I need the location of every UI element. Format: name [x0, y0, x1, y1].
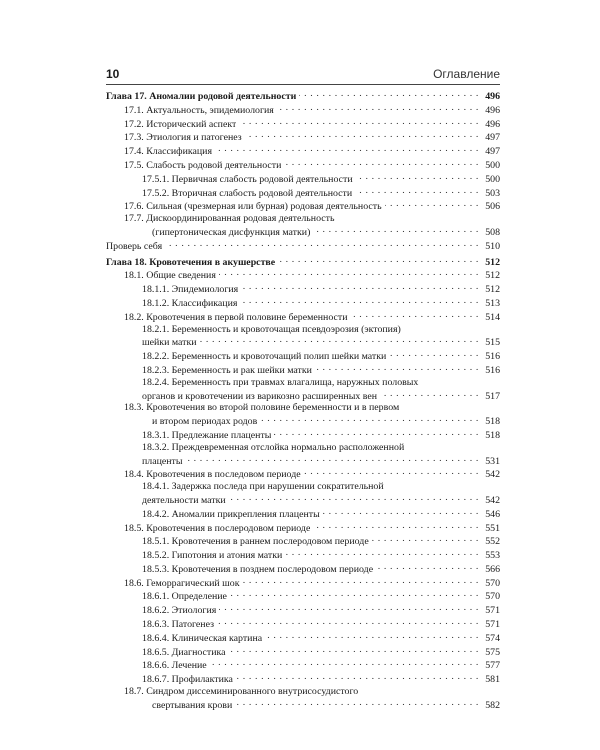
toc-entry-page: 542 — [485, 469, 500, 481]
toc-entry-page: 577 — [485, 660, 500, 672]
toc-entry-page: 581 — [485, 674, 500, 686]
toc-entry-title: 17.5.2. Вторичная слабость родовой деятельности — [142, 187, 353, 199]
dot-leader — [245, 130, 479, 140]
dot-leader — [278, 255, 479, 265]
toc-entry-page: 531 — [485, 455, 500, 467]
dot-leader — [229, 493, 479, 503]
toc-entry-title: деятельности матки — [142, 494, 226, 506]
toc-entry — [106, 631, 500, 645]
toc-entry-title: свертывания крови — [152, 699, 233, 711]
dot-leader — [235, 698, 479, 708]
dot-leader — [219, 268, 479, 278]
toc-entry — [106, 576, 500, 590]
toc-entry-title-line: 17.7. Дискоординированная родовая деятельность — [124, 213, 335, 225]
dot-leader — [285, 548, 479, 558]
toc-entry — [106, 481, 500, 507]
toc-entry — [106, 158, 500, 172]
toc-entry-title: 17.6. Сильная (чрезмерная или бурная) родовая деятельность — [124, 201, 382, 213]
toc-entry-title: 18.6.3. Патогенез — [142, 619, 214, 631]
toc-entry-page: 497 — [485, 146, 500, 158]
toc-entry-page: 574 — [485, 632, 500, 644]
page-header — [106, 67, 500, 83]
toc-entry — [106, 296, 500, 310]
toc-entry-page: 500 — [485, 173, 500, 185]
dot-leader — [240, 296, 479, 306]
dot-leader — [277, 103, 479, 113]
toc-entry — [106, 548, 500, 562]
toc-entry-page: 516 — [485, 364, 500, 376]
toc-entry-title: 18.5. Кровотечения в послеродовом периоде — [124, 522, 311, 534]
toc-entry-title-line: 18.3.2. Преждевременная отслойка нормально расположенной — [142, 441, 405, 453]
toc-entry-title: 17.5.1. Первичная слабость родовой деятельности — [142, 173, 353, 185]
toc-entry-page: 518 — [485, 416, 500, 428]
toc-entry — [106, 103, 500, 117]
toc-entry-page: 500 — [485, 159, 500, 171]
toc-entry-title: (гипертоническая дисфункция матки) — [152, 226, 311, 238]
toc-entry — [106, 617, 500, 631]
toc-entry-title: плаценты — [142, 455, 183, 467]
dot-leader — [284, 158, 479, 168]
dot-leader — [355, 186, 479, 196]
running-head: Оглавление — [433, 67, 500, 81]
dot-leader — [323, 507, 479, 517]
dot-leader — [186, 454, 480, 464]
toc-entry-page: 512 — [485, 270, 500, 282]
dot-leader — [274, 428, 479, 438]
toc-entry-title: 18.6.7. Профилактика — [142, 674, 233, 686]
toc-entry-title: 17.3. Этиология и патогенез — [124, 132, 242, 144]
toc-entry-page: 542 — [485, 494, 500, 506]
toc-entry-page: 551 — [485, 522, 500, 534]
toc-entry-page: 515 — [485, 337, 500, 349]
dot-leader — [165, 239, 479, 249]
toc-entry-title: 18.6. Геморрагический шок — [124, 577, 240, 589]
toc-entry — [106, 310, 500, 324]
dot-leader — [265, 631, 479, 641]
toc-entry-page: 506 — [485, 201, 500, 213]
toc-entry — [106, 402, 500, 428]
dot-leader — [376, 562, 479, 572]
toc-entry — [106, 603, 500, 617]
dot-leader — [372, 534, 479, 544]
toc-entry-page: 575 — [485, 646, 500, 658]
dot-leader — [215, 144, 479, 154]
toc-entry-page: 582 — [485, 699, 500, 711]
toc-entry-page: 552 — [485, 536, 500, 548]
dot-leader — [243, 576, 480, 586]
toc-entry-title: 18.6.1. Определение — [142, 591, 227, 603]
toc-entry-title-line: 18.2.1. Беременность и кровоточащая псевдоэрозия (эктопия) — [142, 323, 401, 335]
toc-entry-title: 18.5.3. Кровотечения в позднем послеродовом периоде — [142, 563, 374, 575]
toc-entry-title: 18.6.2. Этиология — [142, 605, 217, 617]
toc-entry-page: 496 — [485, 91, 500, 102]
toc-entry-title: 18.5.1. Кровотечения в раннем послеродовом периоде — [142, 536, 369, 548]
toc-entry-page: 570 — [485, 577, 500, 589]
toc-entry-page: 508 — [485, 226, 500, 238]
toc-entry-page: 512 — [485, 256, 500, 268]
toc-entry — [106, 363, 500, 377]
dot-leader — [299, 89, 479, 99]
toc-entry-page: 546 — [485, 508, 500, 520]
toc-entry-title: Глава 17. Аномалии родовой деятельности — [106, 91, 297, 102]
toc-entry — [106, 521, 500, 535]
toc-entry-title: 17.4. Классификация — [124, 146, 212, 158]
toc-entry — [106, 282, 500, 296]
toc-entry-title: 18.6.6. Лечение — [142, 660, 207, 672]
toc-entry — [106, 534, 500, 548]
toc-entry — [106, 672, 500, 686]
toc-entry — [106, 324, 500, 350]
toc-entry — [106, 377, 500, 403]
toc-entry-title: 17.5. Слабость родовой деятельности — [124, 159, 282, 171]
toc-entry-page: 497 — [485, 132, 500, 144]
toc-entry-title: Глава 18. Кровотечения в акушерстве — [106, 256, 276, 268]
toc-entry-title: шейки матки — [142, 337, 197, 349]
toc-entry — [106, 686, 500, 712]
toc-entry-title-line: 18.7. Синдром диссеминированного внутрисосудистого — [124, 686, 359, 698]
toc-entry — [106, 507, 500, 521]
dot-leader — [210, 658, 479, 668]
toc-entry-title: 18.1.1. Эпидемиология — [142, 284, 239, 296]
toc-entry — [106, 239, 500, 253]
toc-entry — [106, 199, 500, 213]
toc-entry-page: 566 — [485, 563, 500, 575]
toc-entry-title: 18.2.2. Беременность и кровоточащий полип шейки матки — [142, 351, 387, 363]
dot-leader — [230, 589, 479, 599]
toc-entry-page: 571 — [485, 605, 500, 617]
toc-entry-page: 496 — [485, 118, 500, 130]
dot-leader — [241, 282, 479, 292]
toc-entry — [106, 658, 500, 672]
dot-leader — [229, 645, 479, 655]
dot-leader — [313, 521, 479, 531]
header-rule — [106, 84, 500, 85]
toc-entry-title: 17.1. Актуальность, эпидемиология — [124, 104, 274, 116]
toc-entry — [106, 213, 500, 239]
dot-leader — [385, 199, 479, 209]
dot-leader — [217, 617, 479, 627]
toc-entry-title: и втором периодах родов — [152, 416, 258, 428]
toc-entry-title: органов и кровотечении из варикозно расширенных вен — [142, 390, 378, 402]
page-number: 10 — [106, 67, 120, 81]
toc-entry-page: 512 — [485, 284, 500, 296]
toc-entry — [106, 255, 500, 269]
toc-entry-title: 18.5.2. Гипотония и атония матки — [142, 550, 283, 562]
dot-leader — [260, 414, 479, 424]
dot-leader — [315, 363, 479, 373]
dot-leader — [351, 310, 480, 320]
toc-entry-title: 17.2. Исторический аспект — [124, 118, 237, 130]
toc-entry-title: 18.4.2. Аномалии прикрепления плаценты — [142, 508, 320, 520]
toc-entry-title: 18.6.4. Клиническая картина — [142, 632, 263, 644]
toc-entry-title-line: 18.4.1. Задержка последа при нарушении сократительной — [142, 481, 384, 493]
dot-leader — [219, 603, 479, 613]
toc-entry — [106, 645, 500, 659]
toc-entry — [106, 89, 500, 103]
toc-entry — [106, 467, 500, 481]
toc-entry-title-line: 18.2.4. Беременность при травмах влагалища, наружных половых — [142, 376, 419, 388]
dot-leader — [389, 349, 479, 359]
toc-entry-page: 514 — [485, 311, 500, 323]
toc-entry-title: 18.1. Общие сведения — [124, 270, 216, 282]
dot-leader — [356, 172, 479, 182]
toc-entry — [106, 172, 500, 186]
toc-entry-title: 18.4. Кровотечения в последовом периоде — [124, 469, 301, 481]
toc-entry-title: 18.2. Кровотечения в первой половине беременности — [124, 311, 348, 323]
toc-entry — [106, 186, 500, 200]
toc-entry — [106, 589, 500, 603]
dot-leader — [239, 117, 479, 127]
toc-entry — [106, 130, 500, 144]
toc-entry-page: 570 — [485, 591, 500, 603]
toc-entry — [106, 349, 500, 363]
dot-leader — [236, 672, 479, 682]
toc-entry-title: 18.6.5. Диагностика — [142, 646, 226, 658]
dot-leader — [200, 335, 479, 345]
toc-entry-page: 503 — [485, 187, 500, 199]
toc-entry-title-line: 18.3. Кровотечения во второй половине беременности и в первом — [124, 402, 400, 414]
toc-entry — [106, 442, 500, 468]
toc-entry-page: 516 — [485, 351, 500, 363]
toc-entry-page: 517 — [485, 390, 500, 402]
toc-entry-page: 513 — [485, 297, 500, 309]
toc-entry — [106, 117, 500, 131]
toc-entry — [106, 562, 500, 576]
toc-entry-page: 518 — [485, 429, 500, 441]
dot-leader — [313, 225, 479, 235]
toc-entry-page: 553 — [485, 550, 500, 562]
toc-entry — [106, 144, 500, 158]
toc-entry-page: 571 — [485, 619, 500, 631]
toc-entry-title: 18.1.2. Классификация — [142, 297, 238, 309]
table-of-contents — [106, 89, 500, 712]
toc-entry-title: 18.3.1. Предлежание плаценты — [142, 429, 272, 441]
toc-entry — [106, 428, 500, 442]
toc-entry-page: 496 — [485, 104, 500, 116]
dot-leader — [380, 389, 479, 399]
toc-entry — [106, 268, 500, 282]
dot-leader — [304, 467, 479, 477]
toc-entry-title: Проверь себя — [106, 240, 163, 252]
toc-entry-page: 510 — [485, 240, 500, 252]
toc-entry-title: 18.2.3. Беременность и рак шейки матки — [142, 364, 312, 376]
